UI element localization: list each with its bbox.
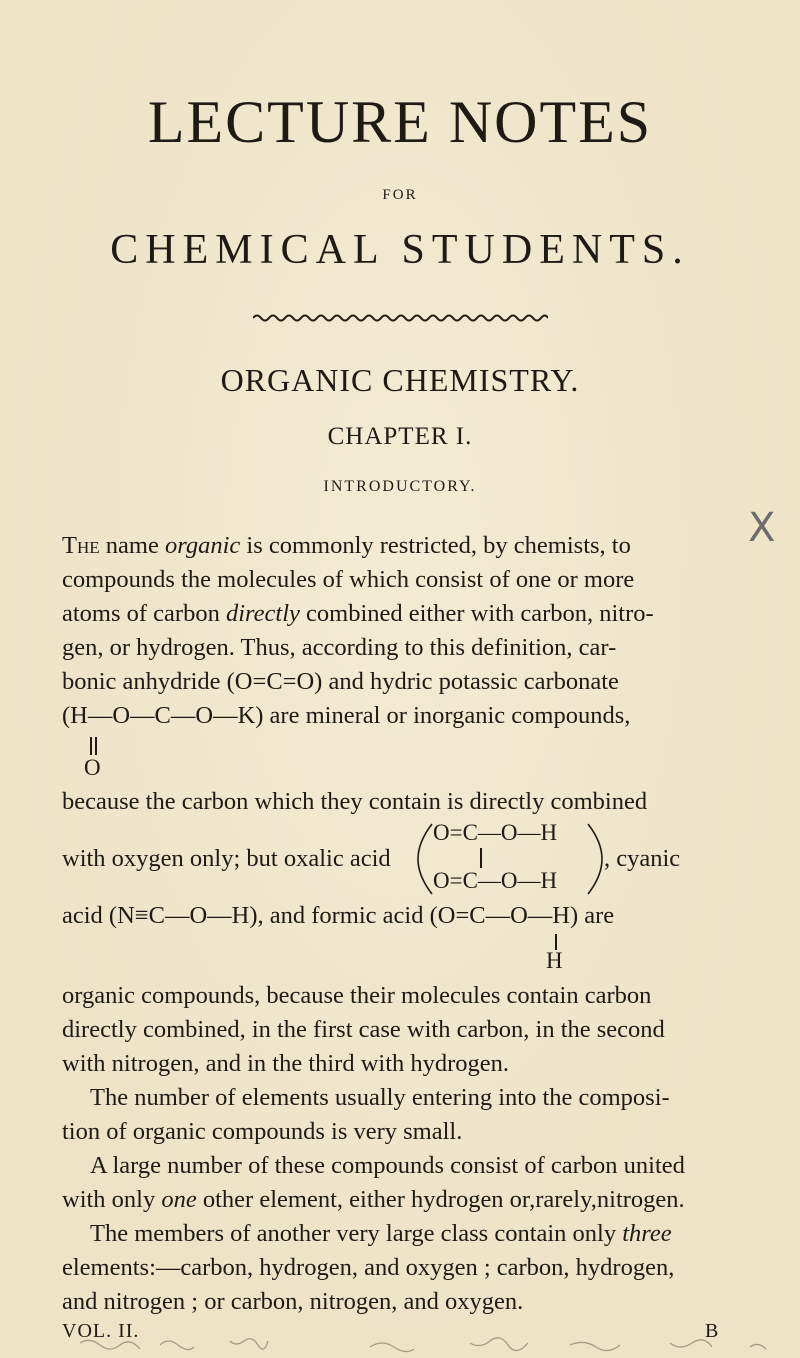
body-line-15: A large number of these compounds consist of carbon united (90, 1152, 685, 1179)
book-subtitle: CHEMICAL STUDENTS. (110, 227, 690, 273)
body-line-6: (H—O—C—O—K) are mineral or inorganic compounds, (62, 702, 631, 729)
body-line-3: atoms of carbon directly combined either with carbon, nitro- (62, 600, 654, 627)
oxalic-top: O=C—O—H (433, 820, 558, 845)
emphasis-three: three (622, 1220, 672, 1247)
left-bracket (414, 822, 434, 896)
wavy-divider (253, 312, 548, 324)
emphasis-organic: organic (164, 532, 241, 559)
book-title: LECTURE NOTES (147, 89, 653, 155)
body-line-2: compounds the molecules of which consist of one or more (62, 566, 635, 593)
body-line-4: gen, or hydrogen. Thus, according to this definition, car- (62, 634, 617, 661)
body-line-16: with only one other element, either hydrogen or,rarely,nitrogen. (62, 1186, 685, 1213)
body-line-11: directly combined, in the first case with carbon, in the second (62, 1016, 665, 1043)
volume-label: VOL. II. (62, 1320, 140, 1342)
right-bracket (586, 822, 606, 896)
body-line-5: bonic anhydride (O=C=O) and hydric potassic carbonate (62, 668, 619, 695)
body-line-18: elements:—carbon, hydrogen, and oxygen ; carbon, hydrogen, (62, 1254, 675, 1281)
body-line-1: The name organic is commonly restricted, by chemists, to (62, 532, 631, 559)
emphasis-directly: directly (225, 600, 300, 627)
oxalic-bottom: O=C—O—H (433, 868, 558, 893)
body-line-9: acid (N≡C—O—H), and formic acid (O=C—O—H) are (62, 902, 615, 929)
margin-x-mark: X (748, 505, 776, 551)
formic-hydrogen: H (546, 948, 563, 973)
double-bond-line-b (95, 737, 97, 755)
body-line-14: tion of organic compounds is very small. (62, 1118, 463, 1145)
double-bond-line-a (90, 737, 92, 755)
body-line-12: with nitrogen, and in the third with hydrogen. (62, 1050, 510, 1077)
pencil-scribble (70, 1335, 790, 1358)
body-line-17: The members of another very large class contain only three (90, 1220, 672, 1247)
title-for: FOR (382, 187, 418, 203)
oxalic-bond (480, 848, 482, 868)
body-line-19: and nitrogen ; or carbon, nitrogen, and oxygen. (62, 1288, 524, 1315)
drop-word: The (62, 532, 100, 559)
body-line-8a: with oxygen only; but oxalic acid (62, 845, 391, 872)
body-line-8b: , cyanic (604, 845, 681, 872)
body-line-10: organic compounds, because their molecules contain carbon (62, 982, 652, 1009)
body-line-7: because the carbon which they contain is directly combined (62, 788, 648, 815)
body-line-13: The number of elements usually entering into the composi- (90, 1084, 670, 1111)
chapter-heading: CHAPTER I. (327, 423, 473, 450)
chapter-subheading: INTRODUCTORY. (323, 478, 477, 495)
carbonate-oxygen: O (84, 755, 101, 780)
section-heading: ORGANIC CHEMISTRY. (220, 362, 580, 398)
emphasis-one: one (161, 1186, 197, 1213)
signature-mark: B (705, 1320, 719, 1342)
